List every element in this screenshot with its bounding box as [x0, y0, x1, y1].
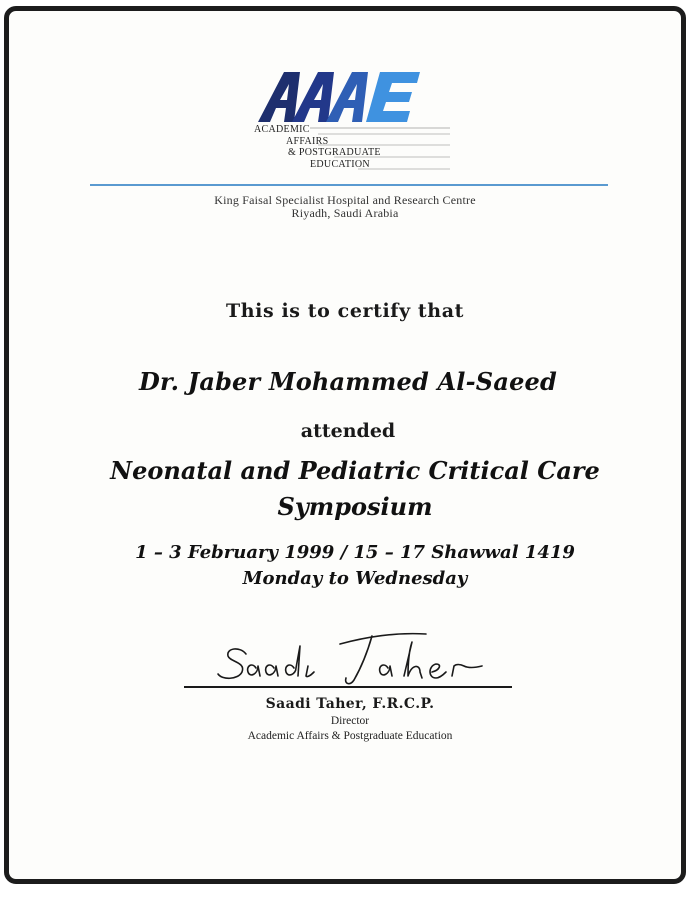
event-dates: 1 – 3 February 1999 / 15 – 17 Shawwal 1419: [135, 542, 575, 563]
signatory-department: Academic Affairs & Postgraduate Education: [247, 730, 453, 742]
logo-line-postgraduate: & POSTGRADUATE: [288, 147, 381, 158]
institution-location: Riyadh, Saudi Arabia: [291, 206, 399, 220]
signatory-title: Director: [330, 715, 370, 727]
event-title-line1: Neonatal and Pediatric Critical Care: [110, 456, 600, 485]
event-days: Monday to Wednesday: [242, 568, 468, 589]
logo-text: [254, 124, 434, 170]
logo-line-affairs: AFFAIRS: [286, 135, 329, 147]
attended-label: attended: [300, 420, 396, 442]
handwritten-signature: [212, 624, 492, 688]
signatory-name: Saadi Taher, F.R.C.P.: [265, 696, 435, 712]
institution-name: King Faisal Specialist Hospital and Research Centre: [214, 193, 476, 207]
header-divider: [90, 184, 608, 186]
event-title-line2: Symposium: [277, 492, 433, 521]
signature-line: [184, 686, 512, 688]
logo-line-education: EDUCATION: [310, 158, 370, 170]
aaae-logo: [254, 70, 454, 180]
recipient-name: Dr. Jaber Mohammed Al-Saeed: [139, 367, 557, 396]
logo-line-academic: ACADEMIC: [254, 124, 310, 135]
certify-intro: This is to certify that: [225, 300, 465, 322]
